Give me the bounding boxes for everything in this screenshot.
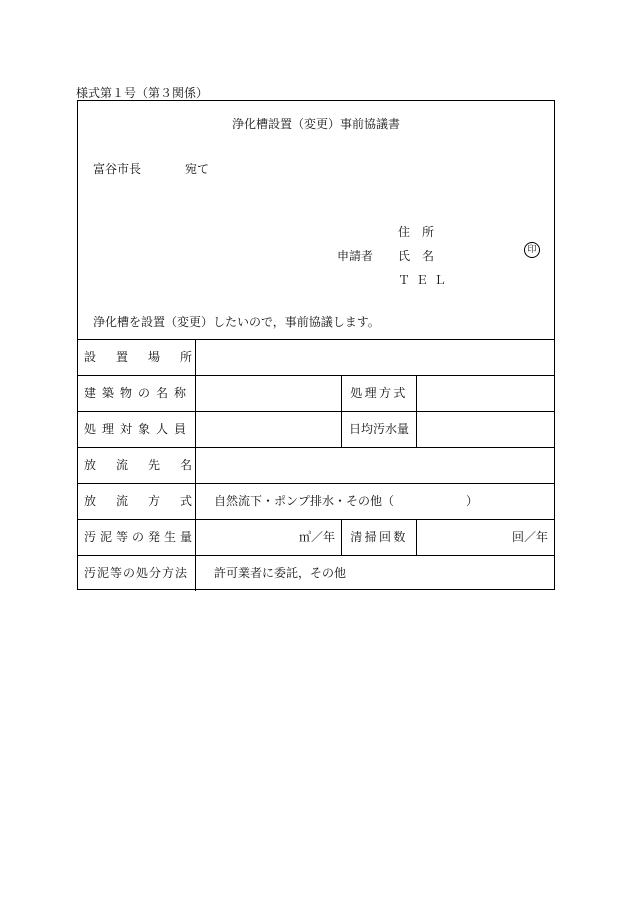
persons-field[interactable] [196, 412, 341, 447]
discharge-destination-field[interactable] [196, 448, 554, 483]
row-sludge [78, 519, 554, 555]
row-discharge-destination [78, 447, 554, 483]
sludge-amount-field[interactable] [196, 520, 341, 555]
disposal-method-field[interactable] [196, 556, 554, 591]
discharge-method-label: 放流方式 [78, 484, 196, 519]
building-name-field[interactable] [196, 376, 341, 411]
discharge-method-text: 自然流下・ポンプ排水・その他（ [214, 494, 395, 508]
row-discharge-method [78, 483, 554, 519]
row-persons [78, 411, 554, 447]
addressee [93, 160, 209, 177]
cleaning-count-label: 清掃回数 [341, 520, 417, 555]
applicant-name-label: 氏 名 [398, 249, 435, 263]
applicant-group-label: 申請者 [337, 249, 374, 263]
discharge-method-options[interactable] [196, 484, 478, 519]
sludge-amount-label: 汚泥等の発生量 [78, 520, 196, 555]
form-table [78, 339, 554, 591]
persons-label: 処理対象人員 [78, 412, 196, 447]
cleaning-count-field[interactable] [417, 520, 554, 555]
cleaning-count-unit: 回／年 [511, 530, 548, 544]
application-form [77, 100, 555, 590]
form-title: 浄化槽設置（変更）事前協議書 [231, 117, 400, 131]
daily-sewage-field[interactable] [417, 412, 554, 447]
treatment-method-field[interactable] [417, 376, 554, 411]
addressee-name: 富谷市長 [93, 162, 142, 176]
daily-sewage-label: 日均汚水量 [341, 412, 417, 447]
sludge-amount-unit: ㎥／年 [298, 530, 335, 544]
row-disposal [78, 555, 554, 591]
treatment-method-label: 処理方式 [341, 376, 417, 411]
statement: 浄化槽を設置（変更）したいので，事前協議します。 [93, 315, 380, 329]
location-label: 設置場所 [78, 340, 196, 375]
row-building [78, 375, 554, 411]
form-header [78, 101, 554, 339]
disposal-method-label: 汚泥等の処分方法 [78, 556, 196, 591]
addressee-suffix: 宛て [185, 162, 210, 176]
applicant-address-label: 住 所 [398, 225, 435, 239]
disposal-method-text: 許可業者に委託，その他 [214, 566, 347, 580]
seal-mark: 印 [524, 242, 540, 258]
applicant-tel-label: ＴＥＬ [398, 273, 453, 287]
form-number: 様式第１号（第３関係） [76, 86, 209, 100]
discharge-method-close: ） [465, 494, 478, 508]
discharge-destination-label: 放流先名 [78, 448, 196, 483]
location-field[interactable] [196, 340, 554, 375]
row-location [78, 339, 554, 375]
building-label: 建築物の名称 [78, 376, 196, 411]
